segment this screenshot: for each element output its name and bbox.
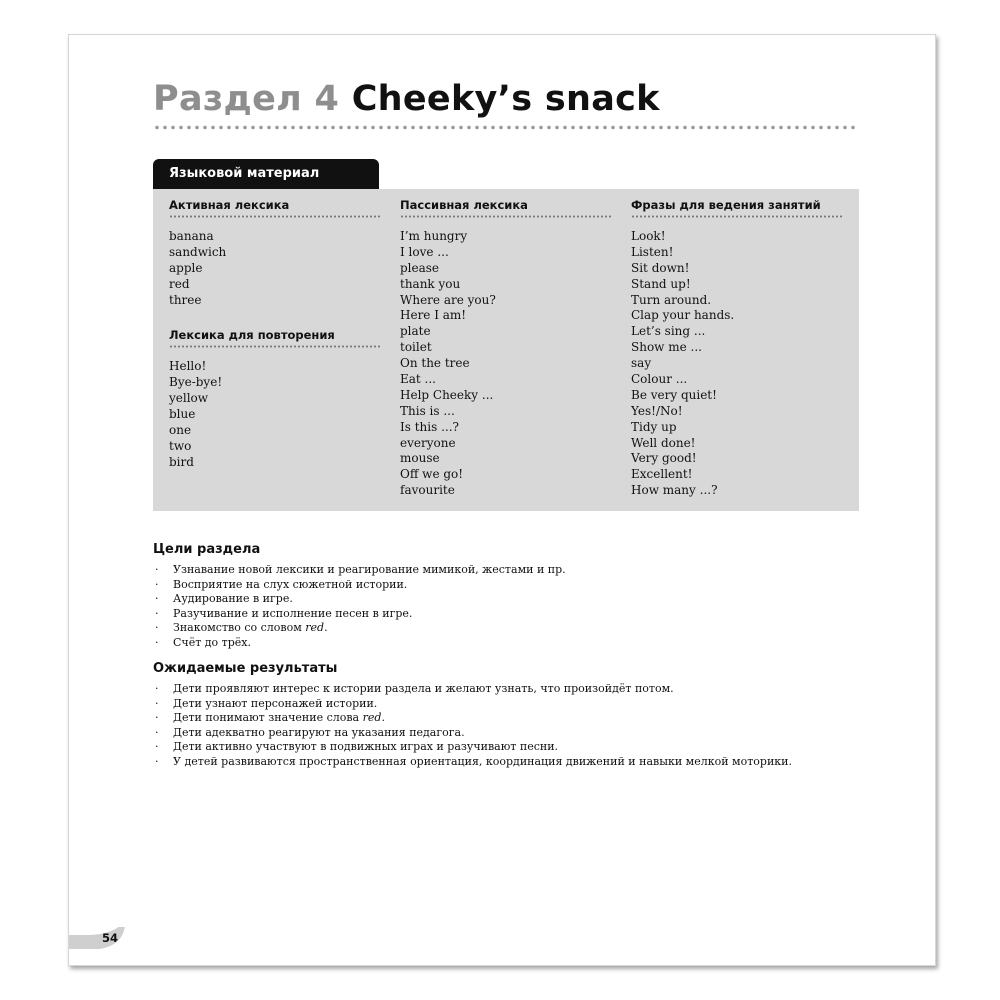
list-item-text: Дети адекватно реагируют на указания педагога. (173, 725, 465, 739)
list-item-text: Узнавание новой лексики и реагирование мимикой, жестами и пр. (173, 563, 566, 576)
list-item: apple (169, 260, 203, 275)
dotted-rule (169, 345, 381, 348)
column-subheading: Лексика для повторения (169, 328, 335, 343)
list-item: Show me ... (631, 340, 702, 355)
bullet-icon: · (155, 696, 159, 710)
list-item: This is ... (400, 403, 455, 418)
list-item-text: Счёт до трёх. (173, 635, 252, 649)
active-vocabulary-column (169, 189, 381, 471)
list-item: plate (400, 324, 431, 339)
list-item: three (169, 292, 202, 307)
bullet-icon: · (155, 577, 159, 591)
list-item (153, 711, 913, 726)
banana-icon (69, 927, 127, 951)
list-item: Stand up! (631, 276, 691, 291)
list-item: Look! (631, 229, 666, 243)
list-item (153, 563, 913, 578)
list-item: red (169, 276, 190, 291)
list-item: Help Cheeky ... (400, 387, 494, 402)
list-item: everyone (400, 435, 456, 450)
title-section-number: Раздел 4 (153, 79, 340, 119)
list-item: favourite (400, 483, 455, 498)
list-item-text: У детей развиваются пространственная ориентация, координация движений и навыки мелкой моторики. (173, 754, 793, 768)
list-item: Be very quiet! (631, 387, 717, 402)
list-item: Where are you? (400, 292, 496, 307)
bullet-icon: · (155, 563, 159, 576)
bullet-icon: · (155, 725, 159, 739)
list-item: Bye-bye! (169, 375, 223, 390)
list-item: mouse (400, 451, 440, 466)
list-item: blue (169, 407, 196, 422)
title-dotted-rule (153, 125, 859, 130)
list-item: Hello! (169, 359, 207, 374)
list-item-text: Дети понимают значение слова red. (173, 711, 385, 724)
list-item (153, 607, 913, 622)
list-item: Well done! (631, 435, 696, 450)
list-item: Eat ... (400, 372, 436, 387)
list-item (153, 592, 913, 607)
list-item (153, 621, 913, 636)
list-item-text: Восприятие на слух сюжетной истории. (173, 577, 408, 591)
document-page (68, 34, 936, 966)
list-item: thank you (400, 276, 461, 291)
list-item-text: Дети активно участвуют в подвижных играх и разучивают песни. (173, 740, 559, 753)
list-item: Let’s sing ... (631, 324, 706, 339)
list-item-text: Разучивание и исполнение песен в игре. (173, 606, 413, 620)
classroom-phrases-column (631, 189, 843, 499)
language-material-tab: Языковой материал (153, 159, 379, 189)
list-item: Very good! (631, 451, 697, 466)
bullet-icon: · (155, 754, 159, 768)
column-heading: Фразы для ведения занятий (631, 198, 821, 212)
list-item-text: Дети проявляют интерес к истории раздела и желают узнать, что произойдёт потом. (173, 682, 674, 695)
list-item: please (400, 260, 440, 275)
list-item: Is this ...? (400, 419, 459, 434)
list-item: banana (169, 229, 214, 243)
results-heading: Ожидаемые результаты (153, 661, 338, 676)
bullet-icon: · (155, 711, 159, 724)
dotted-rule (400, 215, 612, 218)
list-item: yellow (169, 391, 209, 406)
list-item (153, 755, 913, 770)
title-unit-name: Cheeky’s snack (351, 79, 660, 119)
list-item: On the tree (400, 356, 470, 371)
list-item-text: Аудирование в игре. (173, 592, 293, 605)
list-item-text: Дети узнают персонажей истории. (173, 696, 378, 710)
word-list (169, 229, 381, 308)
list-item-text: Знакомство со словом red. (173, 621, 328, 634)
list-item: Off we go! (400, 467, 464, 482)
list-item: Here I am! (400, 308, 467, 323)
list-item: Clap your hands. (631, 308, 735, 323)
page-number: 54 (102, 931, 119, 945)
list-item (153, 726, 913, 741)
bullet-icon: · (155, 606, 159, 620)
column-heading: Активная лексика (169, 198, 290, 212)
language-material-panel (153, 189, 859, 511)
list-item: Tidy up (631, 419, 677, 434)
dotted-rule (169, 215, 381, 218)
page-title (153, 79, 660, 119)
bullet-icon: · (155, 621, 159, 634)
list-item: two (169, 438, 192, 453)
list-item: Sit down! (631, 260, 690, 275)
list-item: I’m hungry (400, 229, 468, 243)
list-item (153, 682, 913, 697)
column-heading: Пассивная лексика (400, 198, 528, 212)
list-item: I love ... (400, 244, 449, 259)
bullet-icon: · (155, 592, 159, 605)
list-item: sandwich (169, 244, 227, 259)
list-item: one (169, 423, 192, 438)
list-item (153, 740, 913, 755)
list-item: bird (169, 454, 194, 469)
list-item: say (631, 356, 652, 371)
list-item (153, 636, 913, 651)
bullet-icon: · (155, 740, 159, 753)
list-item: Colour ... (631, 372, 688, 387)
list-item (153, 578, 913, 593)
goals-heading: Цели раздела (153, 542, 261, 557)
list-item: toilet (400, 340, 432, 355)
passive-vocabulary-column (400, 189, 612, 499)
word-list (400, 229, 612, 499)
list-item: Turn around. (631, 292, 712, 307)
bullet-icon: · (155, 682, 159, 695)
list-item (153, 697, 913, 712)
bullet-icon: · (155, 635, 159, 649)
list-item: Excellent! (631, 467, 693, 482)
results-list (153, 682, 913, 769)
list-item: How many ...? (631, 483, 718, 498)
goals-list (153, 563, 913, 650)
list-item: Yes!/No! (631, 403, 683, 418)
word-list (631, 229, 843, 499)
list-item: Listen! (631, 244, 674, 259)
word-list (169, 359, 381, 470)
dotted-rule (631, 215, 843, 218)
